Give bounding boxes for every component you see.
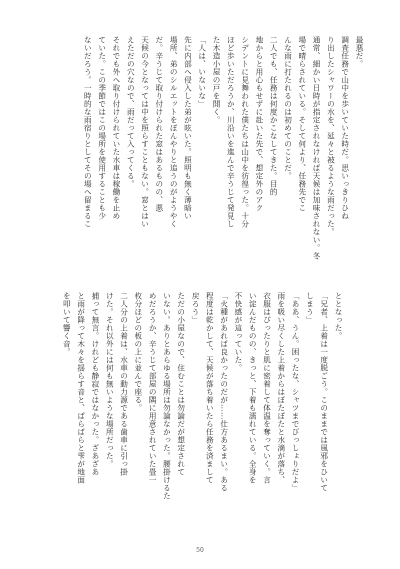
text-line: 場所、弟のシルエットをぼんやりと追うのがようやく	[169, 36, 179, 228]
text-line: えただの穴なので、雨だって入ってくる。	[126, 36, 136, 188]
page-number: 50	[196, 547, 204, 554]
text-line: シデントに見舞われた僕たちは山中を彷徨った。十分	[240, 36, 250, 228]
text-line: しまう」	[305, 292, 315, 324]
text-block-upper	[66, 36, 366, 264]
text-line: 最悪だ。	[355, 36, 364, 68]
text-line: 不快感が這っていた。	[233, 292, 243, 372]
text-line: 「火種があれば良かったのだが……仕方あるまい。ある	[219, 292, 229, 492]
text-line: を叩いて響く音。	[62, 292, 72, 356]
text-line: 「兄者、上着は一度脱ごう。このままでは風邪をひいて	[319, 292, 329, 492]
text-line: 通常、細かい日時が指定されなければ天候は加味されない。冬場で晴らされている。そして何より、任務先でこ	[297, 36, 322, 260]
text-line: 戻ろう」	[191, 292, 201, 324]
text-line: 先に内部へ侵入した弟が呟いた。照明も無く薄暗い	[183, 36, 193, 220]
text-line: 捕って無言。けれども静寂ではなかった。ざあざあ	[90, 292, 100, 476]
text-line: 枚分ほどの板の上に並んで座る。	[133, 292, 143, 412]
text-line: めだろうか、辛うじて部屋の隅に用意されていた畳一	[148, 292, 158, 484]
text-block-lower	[40, 292, 345, 524]
text-line: 調査任務で山中を歩いていた時だ。思いっきりひね	[340, 36, 350, 220]
text-line: 地からと用心もせずに赴いた先で、想定外のアク	[254, 36, 264, 212]
text-line: だ。辛うじて取り付けられた窓はあるものの、悪	[154, 36, 164, 212]
text-line: 雨を吸い尽くした上着からはぼたぼたと水滴が落ち、	[276, 292, 286, 484]
text-line: ていた。この季節ではこの場所を使用することも少	[97, 36, 107, 220]
text-line: 衣服はぴったりと肌に密着して体温を奪っていく。言	[262, 292, 272, 484]
text-line: いない。ありとあらゆる場所は勿論なかった。腰掛けるた	[162, 292, 172, 500]
text-line: ただの小屋なので、住むことは勿論だが想定されて	[176, 292, 186, 476]
text-line: 二人でも、任務は何度かこなしてきた。目的	[269, 36, 279, 196]
text-line: た木造小屋の戸を開く。	[212, 36, 222, 124]
text-line: 二人分の上着は、水車の動力源である歯車に引っ掛	[119, 292, 129, 476]
text-line: 程度は乾かして、天候が落ち着いたら任務を済まして	[205, 292, 215, 484]
text-line: 天候の今となっては中を照らすこともない。窓とはい	[140, 36, 150, 228]
text-line: それでも外へ取り付けられていた水車は稼働を止め	[111, 36, 121, 220]
text-line: 「ああ、うん。困ったな、シャツまでびっしょりだよ」	[291, 292, 301, 492]
text-line: ないだろう。一時的な雨宿りとしてその場へ留まるこ	[83, 36, 93, 228]
text-line: い淀んだものの、きっと、下着も濡れている。全身を	[248, 292, 258, 484]
text-line: り出したシャワーの水を、延々と被るような雨だった。	[326, 36, 336, 236]
text-line: と雨が降って木々を揺らす音と、ぱらぱらと雫が地面	[76, 292, 86, 484]
text-line: ととなった。	[334, 292, 343, 340]
text-line: 「人は、いないな」	[197, 36, 207, 108]
text-line: んな雨に打たれるのは初めてのことだ。	[283, 36, 293, 180]
text-line: けた。それ以外には何も無いような場所だった。	[105, 292, 115, 468]
text-line: ほど歩いただろうか、川沿いを進んで辛うじて発見し	[226, 36, 236, 228]
